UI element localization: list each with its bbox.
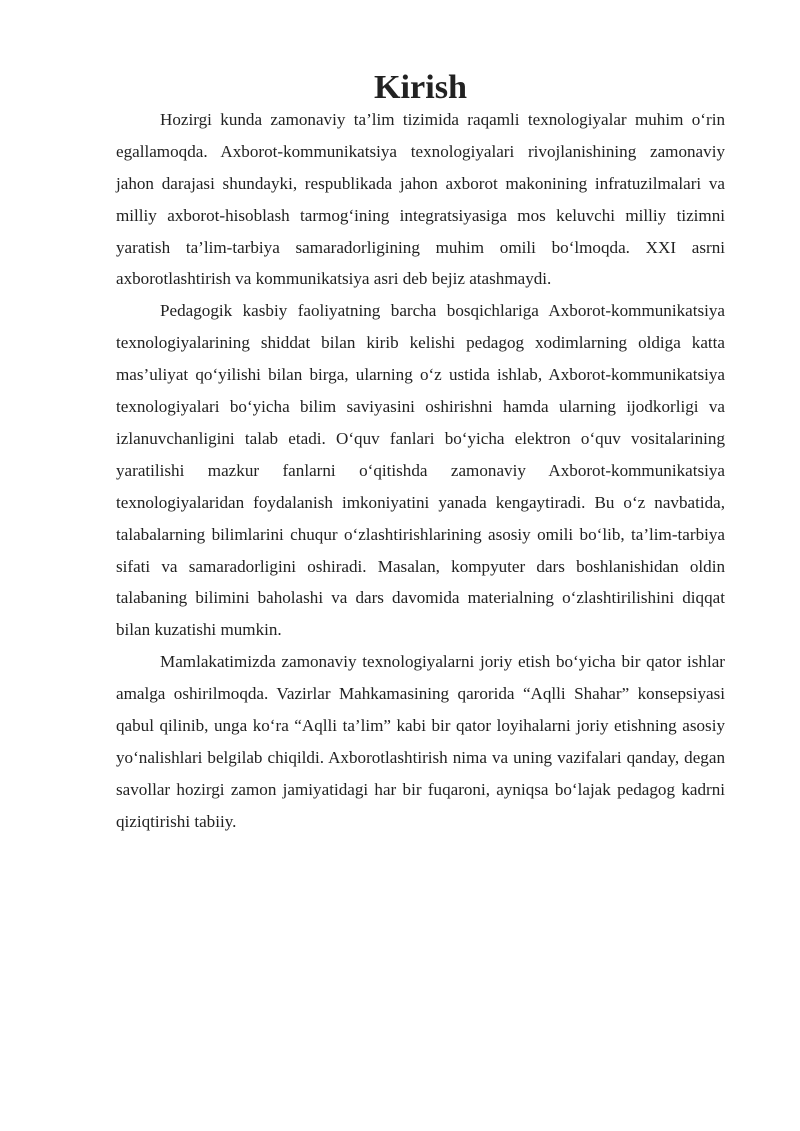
- paragraph-2: Pedagogik kasbiy faoliyatning barcha bosqichlariga Axborot-kommunikatsiya texnologiyalarining shiddat bilan kirib kelishi pedagog xodimlarning oldiga katta mas’uliyat qo‘yilishi bilan birga, ularning o‘z ustida ishlab, Axborot-kommunikatsiya texnologiyalari bo‘yicha bilim saviyasini oshirishni hamda ularning ijodkorligi va izlanuvchanligini talab etadi. O‘quv fanlari bo‘yicha elektron o‘quv vositalarining yaratilishi mazkur fanlarni o‘qitishda zamonaviy Axborot-kommunikatsiya texnologiyalaridan foydalanish imkoniyatini yanada kengaytiradi. Bu o‘z navbatida, talabalarning bilimlarini chuqur o‘zlashtirishlarining asosiy omili bo‘lib, ta’lim-tarbiya sifati va samaradorligini oshiradi. Masalan, kompyuter dars boshlanishidan oldin talabaning bilimini baholashi va dars davomida materialning o‘zlashtirilishini diqqat bilan kuzatishi mumkin.: [116, 301, 725, 640]
- section-title: Kirish: [373, 69, 468, 106]
- document-body: [116, 69, 725, 838]
- paragraph-1: Hozirgi kunda zamonaviy ta’lim tizimida raqamli texnologiyalar muhim o‘rin egallamoqda. Axborot-kommunikatsiya texnologiyalari rivojlanishining zamonaviy jahon darajasi shundayki, respublikada jahon axborot makonining infratuzilmalari va milliy axborot-hisoblash tarmog‘ining integratsiyasiga mos keluvchi milliy tizimni yaratish ta’lim-tarbiya samaradorligining muhim omili bo‘lmoqda. XXI asrni axborotlashtirish va kommunikatsiya asri deb bejiz atashmaydi.: [116, 109, 725, 289]
- paragraph-3: Mamlakatimizda zamonaviy texnologiyalarni joriy etish bo‘yicha bir qator ishlar amalga oshirilmoqda. Vazirlar Mahkamasining qarorida “Aqlli Shahar” konsepsiyasi qabul qilinib, unga ko‘ra “Aqlli ta’lim” kabi bir qator loyihalarni joriy etishning asosiy yo‘nalishlari belgilab chiqildi. Axborotlashtirish nima va uning vazifalari qanday, degan savollar hozirgi zamon jamiyatidagi har bir fuqaroni, ayniqsa bo‘lajak pedagog kadrni qiziqtirishi tabiiy.: [116, 652, 725, 831]
